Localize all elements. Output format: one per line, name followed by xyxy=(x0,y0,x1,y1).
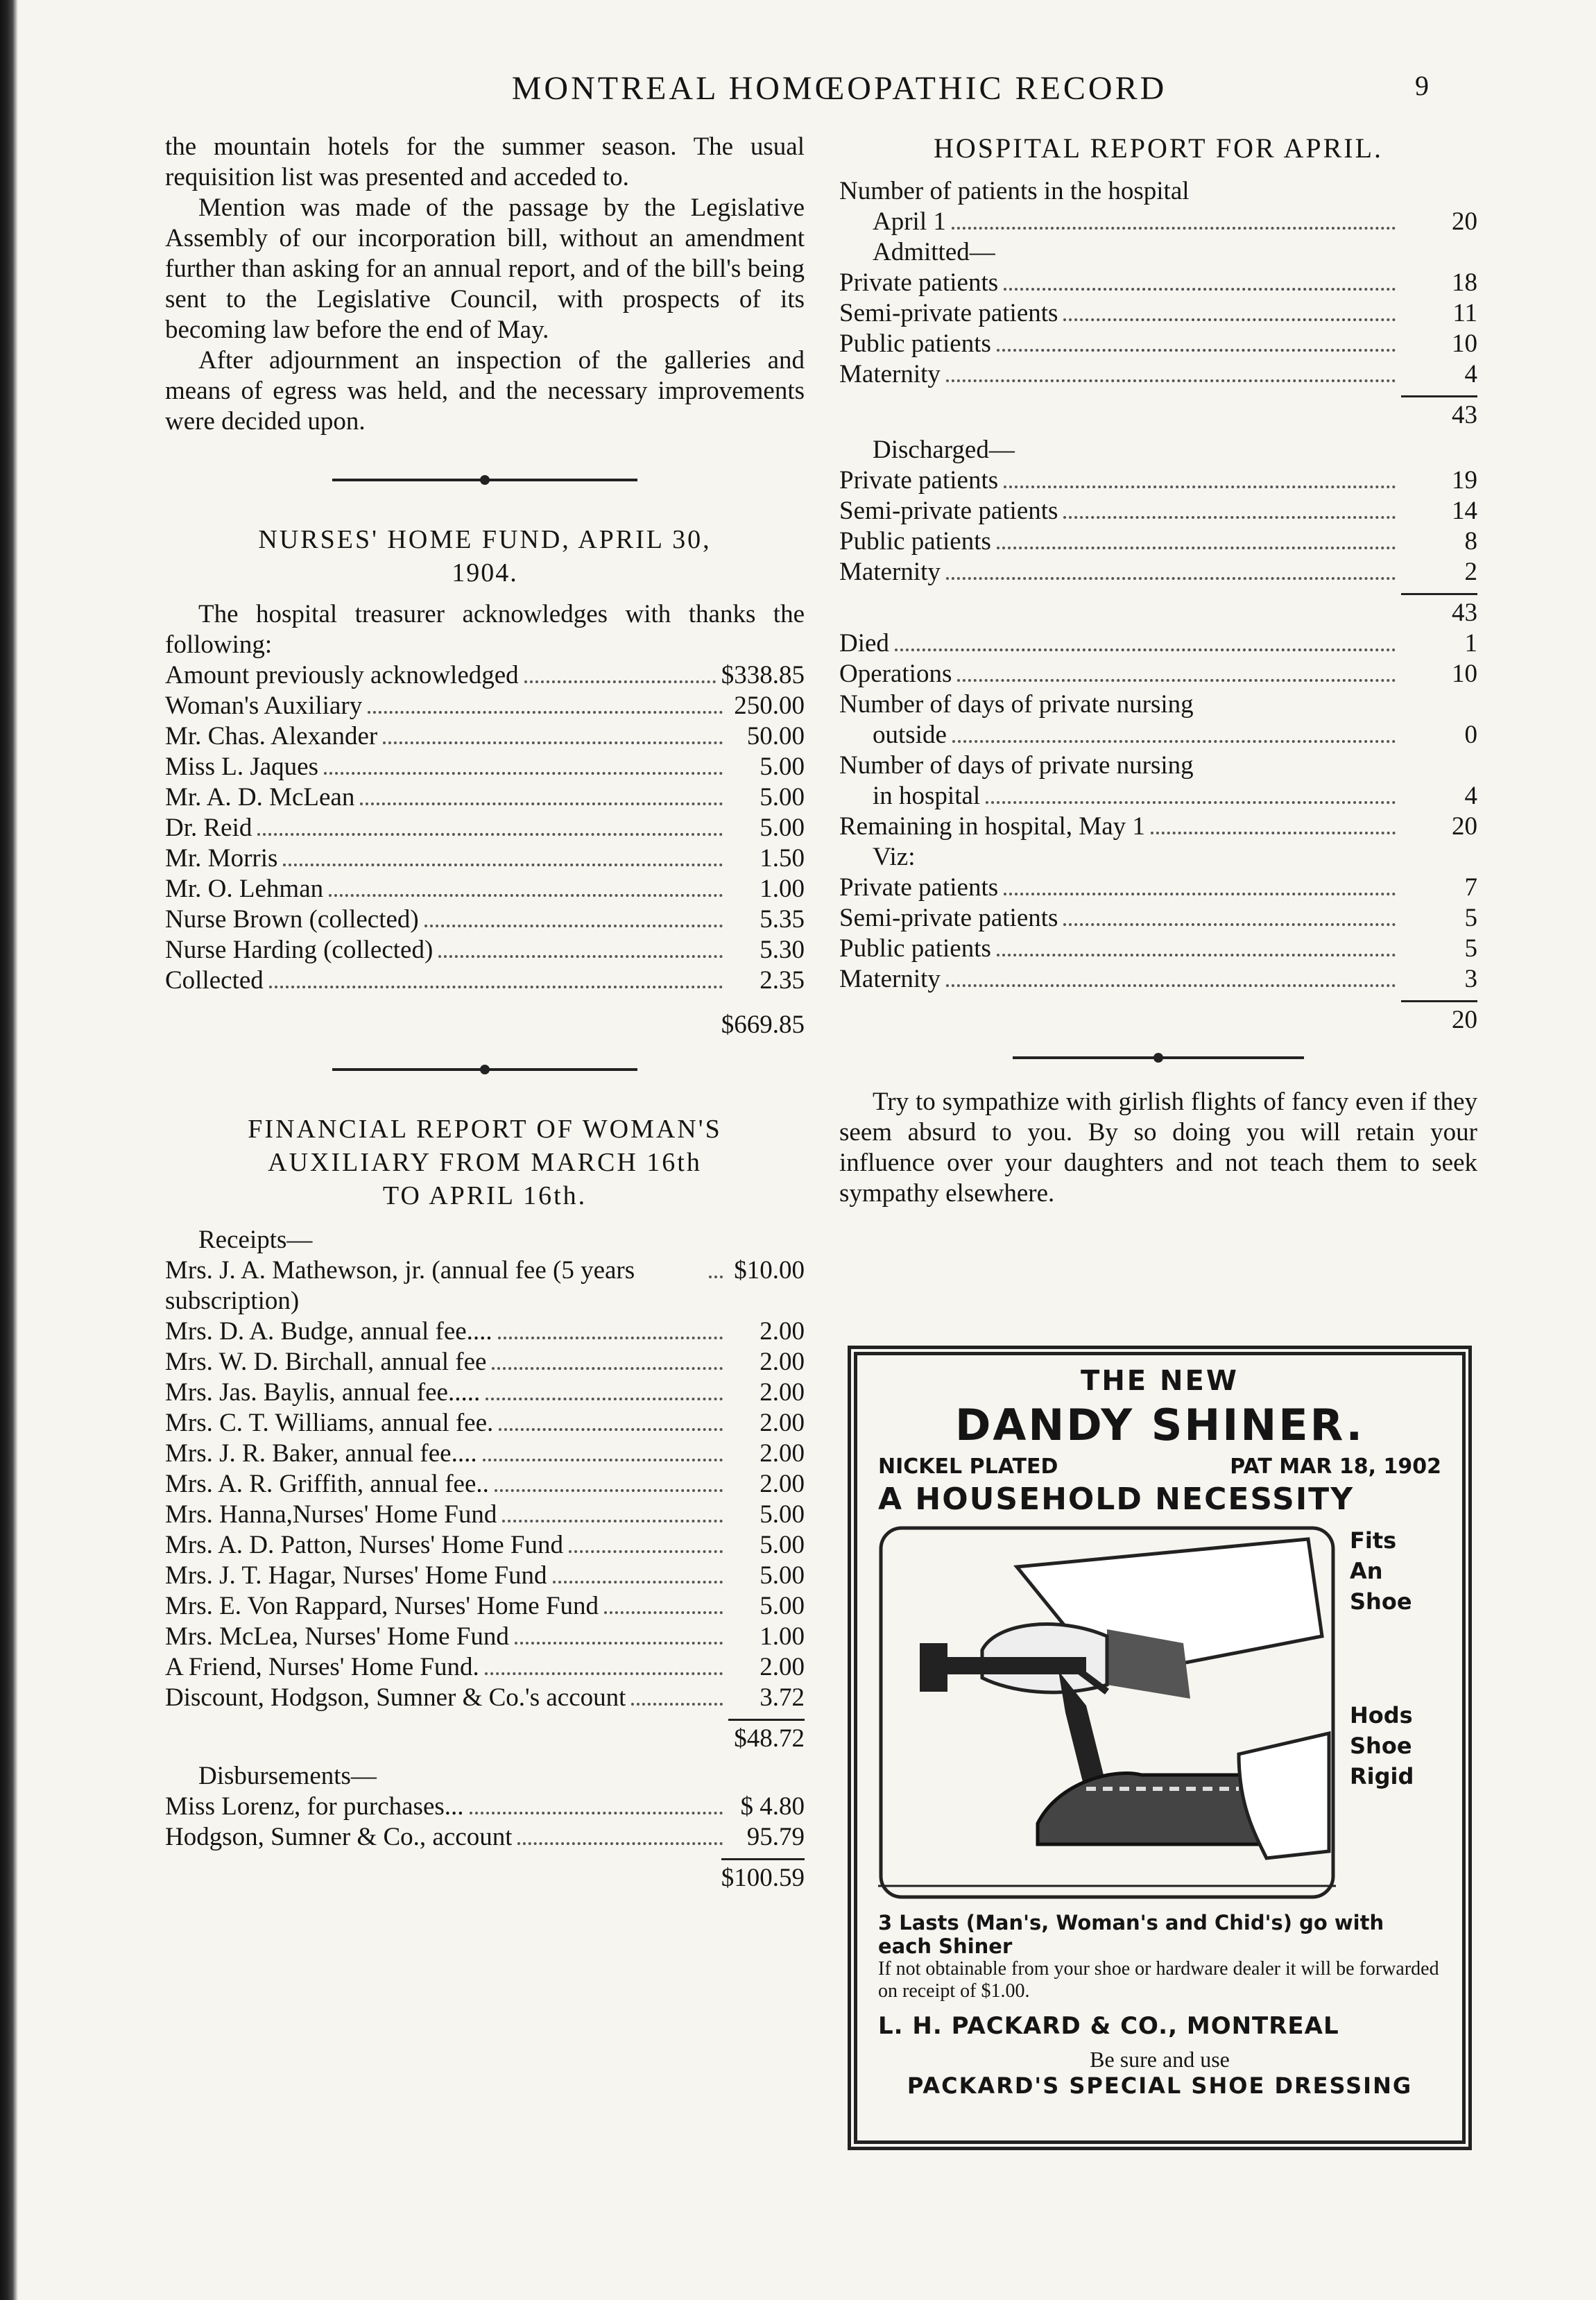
section-divider xyxy=(332,479,637,481)
remaining-total-value: 20 xyxy=(1401,1000,1477,1036)
table-row xyxy=(165,782,805,813)
row-amount: 1.00 xyxy=(760,1622,805,1651)
ad-product-name: DANDY SHINER. xyxy=(954,1400,1365,1450)
table-row xyxy=(839,526,1477,557)
row-amount: 4 xyxy=(1464,360,1477,388)
intro-paragraph-2: Mention was made of the passage by the Legislative Assembly of our incorporation bill, without an amendment further than asking for an annual report, and of the bill's being sent to the Legislative Council, with prospects of its becoming law before the end of May. xyxy=(165,194,805,344)
receipts-list xyxy=(165,1255,805,1713)
table-row xyxy=(165,874,805,904)
row-label: Maternity xyxy=(839,558,941,586)
leader-dots xyxy=(498,1337,723,1339)
row-label: Mr. Chas. Alexander xyxy=(165,722,378,750)
row-amount: 5.00 xyxy=(760,1592,805,1620)
row-label: A Friend, Nurses' Home Fund. xyxy=(165,1653,479,1681)
fund-items-list xyxy=(165,660,805,996)
leader-dots xyxy=(329,894,723,897)
table-row xyxy=(839,873,1477,903)
left-column xyxy=(165,132,805,1894)
table-row xyxy=(165,1408,805,1439)
row-label: Mr. Morris xyxy=(165,844,278,873)
discharged-total-value: 43 xyxy=(1401,593,1477,628)
ad-be-sure: Be sure and use xyxy=(1090,2047,1230,2072)
table-row xyxy=(165,1469,805,1500)
outside-row xyxy=(839,720,1477,750)
table-row xyxy=(165,1591,805,1622)
table-row xyxy=(839,359,1477,390)
disbursements-list xyxy=(165,1792,805,1853)
leader-dots xyxy=(495,1489,723,1492)
leader-dots xyxy=(492,1367,723,1370)
admitted-total xyxy=(839,390,1477,431)
financial-heading-line3: TO APRIL 16th. xyxy=(382,1181,587,1210)
row-label: Mrs. W. D. Birchall, annual fee xyxy=(165,1348,487,1376)
table-row xyxy=(165,1822,805,1853)
right-column xyxy=(839,132,1477,1209)
advice-paragraph: Try to sympathize with girlish flights of fancy even if they seem absurd to you. By so doing you will retain your influence over your daughters and not teach them to seek sympathy elsewhere. xyxy=(839,1088,1477,1208)
row-label: Public patients xyxy=(839,934,991,963)
row-amount: $338.85 xyxy=(721,661,805,689)
leader-dots xyxy=(952,227,1396,230)
shoe-shiner-illustration xyxy=(878,1525,1336,1900)
leader-dots xyxy=(483,1459,723,1461)
row-amount: 2 xyxy=(1464,558,1477,586)
row-amount: 2.00 xyxy=(760,1348,805,1376)
row-label: Mrs. McLea, Nurses' Home Fund xyxy=(165,1622,509,1651)
leader-dots xyxy=(485,1672,723,1675)
row-amount: 5.00 xyxy=(760,1531,805,1559)
ad-household-necessity: A HOUSEHOLD NECESSITY xyxy=(878,1482,1355,1517)
ad-side1-2: Shoe xyxy=(1350,1588,1412,1615)
row-label: Miss L. Jaques xyxy=(165,753,318,781)
inside-line1: Number of days of private nursing xyxy=(839,751,1194,780)
row-amount: 5.00 xyxy=(760,1500,805,1529)
outside-line1: Number of days of private nursing xyxy=(839,690,1194,719)
admitted-label: Admitted— xyxy=(873,238,995,266)
table-row xyxy=(165,1439,805,1469)
dandy-shiner-advertisement xyxy=(848,1346,1472,2150)
leader-dots xyxy=(946,577,1396,580)
financial-report xyxy=(165,1113,805,1894)
intro-paragraph-1: the mountain hotels for the summer season. The usual requisition list was presented and acceded to. xyxy=(165,132,805,191)
row-label: Semi-private patients xyxy=(839,904,1058,932)
row-label: Maternity xyxy=(839,965,941,993)
discharged-list xyxy=(839,465,1477,587)
ad-dressing: PACKARD'S SPECIAL SHOE DRESSING xyxy=(907,2072,1413,2099)
row-amount: 3.72 xyxy=(760,1683,805,1712)
patients-april-value: 20 xyxy=(1452,207,1477,236)
fund-heading-line2: 1904. xyxy=(452,558,518,587)
outside-value: 0 xyxy=(1464,721,1477,749)
leader-dots xyxy=(1063,318,1396,321)
table-row xyxy=(839,268,1477,298)
remaining-label: Remaining in hospital, May 1 xyxy=(839,812,1145,841)
leader-dots xyxy=(986,801,1396,804)
ad-lasts-text: 3 Lasts (Man's, Woman's and Chid's) go with each Shiner xyxy=(878,1911,1384,1958)
row-label: Private patients xyxy=(839,466,999,495)
table-row xyxy=(165,904,805,935)
table-row xyxy=(839,964,1477,995)
table-row xyxy=(165,935,805,966)
leader-dots xyxy=(383,741,723,744)
inside-value: 4 xyxy=(1464,782,1477,810)
scan-edge xyxy=(0,0,18,2300)
leader-dots xyxy=(1004,288,1396,291)
row-label: Public patients xyxy=(839,329,991,358)
leader-dots xyxy=(524,680,716,683)
leader-dots xyxy=(997,954,1396,956)
table-row xyxy=(165,752,805,782)
nurses-home-fund xyxy=(165,523,805,1040)
hospital-heading: HOSPITAL REPORT FOR APRIL. xyxy=(933,132,1384,164)
leader-dots xyxy=(269,986,723,988)
leader-dots xyxy=(895,649,1396,651)
leader-dots xyxy=(946,984,1396,987)
row-amount: 5.00 xyxy=(760,1561,805,1590)
row-amount: 11 xyxy=(1452,299,1477,327)
disbursements-label: Disbursements— xyxy=(198,1762,377,1790)
row-label: Private patients xyxy=(839,873,999,902)
leader-dots xyxy=(502,1520,723,1522)
table-row xyxy=(839,496,1477,526)
leader-dots xyxy=(709,1276,723,1278)
row-label: Mr. O. Lehman xyxy=(165,875,324,903)
leader-dots xyxy=(952,740,1396,743)
leader-dots xyxy=(997,547,1396,549)
remaining-list xyxy=(839,873,1477,995)
died-row xyxy=(839,628,1477,659)
table-row xyxy=(165,1316,805,1347)
row-label: Hodgson, Sumner & Co., account xyxy=(165,1823,513,1851)
row-label: Mrs. J. R. Baker, annual fee.... xyxy=(165,1439,477,1468)
leader-dots xyxy=(486,1398,723,1400)
row-amount: 2.00 xyxy=(760,1653,805,1681)
ad-illustration-row xyxy=(878,1525,1441,1900)
leader-dots xyxy=(957,679,1396,682)
row-amount: 19 xyxy=(1452,466,1477,495)
leader-dots xyxy=(997,349,1396,352)
page-header: MONTREAL HOMŒOPATHIC RECORD xyxy=(511,70,1167,107)
ad-side2-1: Shoe xyxy=(1350,1733,1412,1759)
table-row xyxy=(165,1622,805,1652)
row-amount: 1.00 xyxy=(760,875,805,903)
leader-dots xyxy=(1063,516,1396,519)
leader-dots xyxy=(499,1428,723,1431)
died-label: Died xyxy=(839,629,889,658)
row-amount: 95.79 xyxy=(746,1823,805,1851)
leader-dots xyxy=(1004,486,1396,488)
table-row xyxy=(839,934,1477,964)
row-amount: 5 xyxy=(1464,934,1477,963)
leader-dots xyxy=(1151,832,1396,834)
leader-dots xyxy=(324,772,723,775)
inside-row xyxy=(839,781,1477,812)
ad-nickel-plated: NICKEL PLATED xyxy=(878,1454,1058,1479)
row-label: Semi-private patients xyxy=(839,299,1058,327)
row-label: Mrs. E. Von Rappard, Nurses' Home Fund xyxy=(165,1592,599,1620)
receipts-total-value: $48.72 xyxy=(728,1719,805,1754)
remaining-row xyxy=(839,812,1477,842)
row-label: Maternity xyxy=(839,360,941,388)
inside-label: in hospital xyxy=(873,782,981,810)
row-label: Public patients xyxy=(839,527,991,556)
leader-dots xyxy=(631,1703,723,1706)
receipts-total xyxy=(165,1713,805,1754)
patients-april-row xyxy=(839,207,1477,237)
row-label: Amount previously acknowledged xyxy=(165,661,519,689)
row-amount: 2.00 xyxy=(760,1317,805,1346)
row-label: Mrs. Hanna,Nurses' Home Fund xyxy=(165,1500,497,1529)
row-amount: 1.50 xyxy=(760,844,805,873)
row-amount: 5.00 xyxy=(760,814,805,842)
row-label: Nurse Harding (collected) xyxy=(165,936,434,964)
table-row xyxy=(165,660,805,691)
row-label: Collected xyxy=(165,966,264,995)
table-row xyxy=(165,1561,805,1591)
discharged-label: Discharged— xyxy=(873,436,1015,464)
table-row xyxy=(165,1500,805,1530)
intro-paragraph-3: After adjournment an inspection of the galleries and means of egress was held, and the necessary improvements were decided upon. xyxy=(165,346,805,436)
table-row xyxy=(165,813,805,843)
admitted-list xyxy=(839,268,1477,390)
row-amount: 7 xyxy=(1464,873,1477,902)
row-amount: 5.00 xyxy=(760,783,805,812)
ad-side2-2: Rigid xyxy=(1350,1763,1414,1790)
patients-april-label: April 1 xyxy=(873,207,946,236)
leader-dots xyxy=(1063,923,1396,926)
table-row xyxy=(165,1347,805,1378)
row-amount: 3 xyxy=(1464,965,1477,993)
fund-intro: The hospital treasurer acknowledges with thanks the following: xyxy=(165,600,805,659)
section-divider xyxy=(1013,1056,1304,1059)
row-amount: 5.35 xyxy=(760,905,805,934)
row-amount: 250.00 xyxy=(734,692,805,720)
operations-row xyxy=(839,659,1477,689)
table-row xyxy=(839,465,1477,496)
table-row xyxy=(165,1792,805,1822)
leader-dots xyxy=(569,1550,723,1553)
table-row xyxy=(839,557,1477,587)
operations-label: Operations xyxy=(839,660,952,688)
row-amount: 2.00 xyxy=(760,1378,805,1407)
row-amount: 2.00 xyxy=(760,1439,805,1468)
row-label: Nurse Brown (collected) xyxy=(165,905,419,934)
ad-side-captions xyxy=(1350,1525,1414,1900)
page-number: 9 xyxy=(1415,70,1429,101)
leader-dots xyxy=(424,925,723,927)
admitted-total-value: 43 xyxy=(1401,395,1477,431)
row-label: Mrs. J. T. Hagar, Nurses' Home Fund xyxy=(165,1561,547,1590)
operations-value: 10 xyxy=(1452,660,1477,688)
row-label: Woman's Auxiliary xyxy=(165,692,363,720)
table-row xyxy=(165,1378,805,1408)
row-label: Private patients xyxy=(839,268,999,297)
outside-label: outside xyxy=(873,721,947,749)
leader-dots xyxy=(515,1642,723,1645)
row-amount: $ 4.80 xyxy=(740,1792,805,1821)
row-amount: 2.00 xyxy=(760,1470,805,1498)
row-label: Mrs. Jas. Baylis, annual fee..... xyxy=(165,1378,481,1407)
row-amount: 5.30 xyxy=(760,936,805,964)
row-amount: $10.00 xyxy=(734,1256,805,1285)
row-amount: 8 xyxy=(1464,527,1477,556)
row-label: Discount, Hodgson, Sumner & Co.'s account xyxy=(165,1683,626,1712)
table-row xyxy=(165,691,805,721)
row-amount: 14 xyxy=(1452,497,1477,525)
disbursements-total xyxy=(165,1853,805,1894)
table-row xyxy=(839,903,1477,934)
ad-company: L. H. PACKARD & CO., MONTREAL xyxy=(878,2012,1339,2040)
row-amount: 5.00 xyxy=(760,753,805,781)
remaining-total xyxy=(839,995,1477,1036)
leader-dots xyxy=(438,955,723,958)
leader-dots xyxy=(517,1842,723,1845)
table-row xyxy=(165,721,805,752)
row-amount: 2.00 xyxy=(760,1409,805,1437)
leader-dots xyxy=(1004,893,1396,895)
table-row xyxy=(165,1652,805,1683)
financial-heading-line2: AUXILIARY FROM MARCH 16th xyxy=(268,1148,702,1177)
ad-side2-0: Hods xyxy=(1350,1702,1413,1728)
row-amount: 5 xyxy=(1464,904,1477,932)
ad-side1-1: An xyxy=(1350,1558,1383,1584)
leader-dots xyxy=(553,1581,723,1584)
receipts-label: Receipts— xyxy=(198,1226,313,1254)
row-label: Mrs. C. T. Williams, annual fee. xyxy=(165,1409,494,1437)
patients-line1: Number of patients in the hospital xyxy=(839,177,1190,205)
remaining-value: 20 xyxy=(1452,812,1477,841)
ad-line-new: THE NEW xyxy=(1081,1365,1239,1397)
table-row xyxy=(165,843,805,874)
leader-dots xyxy=(604,1611,723,1614)
table-row xyxy=(165,1530,805,1561)
died-value: 1 xyxy=(1464,629,1477,658)
leader-dots xyxy=(360,803,723,805)
table-row xyxy=(839,298,1477,329)
row-label: Mrs. A. D. Patton, Nurses' Home Fund xyxy=(165,1531,564,1559)
fund-total: $669.85 xyxy=(721,1011,805,1039)
row-label: Mr. A. D. McLean xyxy=(165,783,355,812)
table-row xyxy=(165,1683,805,1713)
row-amount: 50.00 xyxy=(746,722,805,750)
row-label: Dr. Reid xyxy=(165,814,252,842)
row-amount: 2.35 xyxy=(760,966,805,995)
row-amount: 18 xyxy=(1452,268,1477,297)
ad-patent-date: PAT MAR 18, 1902 xyxy=(1230,1454,1441,1479)
row-label: Miss Lorenz, for purchases... xyxy=(165,1792,464,1821)
table-row xyxy=(165,966,805,996)
row-label: Mrs. A. R. Griffith, annual fee.. xyxy=(165,1470,489,1498)
leader-dots xyxy=(368,711,723,714)
leader-dots xyxy=(946,379,1396,382)
discharged-total xyxy=(839,587,1477,628)
disbursements-total-value: $100.59 xyxy=(721,1858,805,1894)
row-amount: 10 xyxy=(1452,329,1477,358)
section-divider xyxy=(332,1068,637,1071)
ad-order-text: If not obtainable from your shoe or hardware dealer it will be forwarded on receipt of $1.00. xyxy=(878,1958,1439,2002)
financial-heading-line1: FINANCIAL REPORT OF WOMAN'S xyxy=(248,1115,722,1144)
row-label: Mrs. D. A. Budge, annual fee.... xyxy=(165,1317,492,1346)
fund-heading-line1: NURSES' HOME FUND, APRIL 30, xyxy=(258,525,712,554)
row-label: Semi-private patients xyxy=(839,497,1058,525)
table-row xyxy=(165,1255,805,1316)
leader-dots xyxy=(283,864,723,866)
leader-dots xyxy=(257,833,723,836)
leader-dots xyxy=(470,1812,723,1814)
viz-label: Viz: xyxy=(873,843,916,871)
row-label: Mrs. J. A. Mathewson, jr. (annual fee (5 years subscription) xyxy=(165,1256,635,1315)
table-row xyxy=(839,329,1477,359)
ad-subline xyxy=(878,1454,1441,1479)
ad-side1-0: Fits xyxy=(1350,1527,1397,1554)
